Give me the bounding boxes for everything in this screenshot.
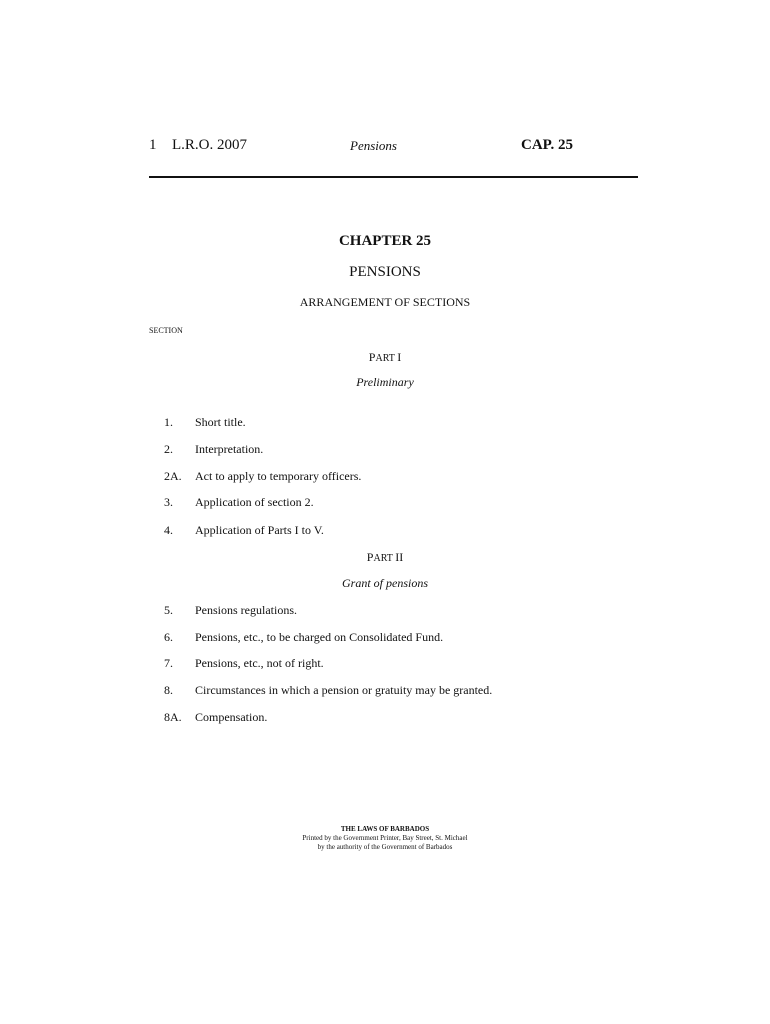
- section-number: 3.: [164, 495, 173, 509]
- section-title: Short title.: [195, 415, 246, 429]
- section-number: 4.: [164, 523, 173, 537]
- section-title: Act to apply to temporary officers.: [195, 469, 362, 483]
- section-title: Pensions, etc., not of right.: [195, 656, 324, 670]
- part-heading: [0, 550, 770, 565]
- section-title: Pensions, etc., to be charged on Consolidated Fund.: [195, 630, 444, 644]
- section-title: Application of section 2.: [195, 495, 314, 509]
- section-number: 7.: [164, 656, 173, 670]
- part-heading: [0, 350, 770, 365]
- header-rule: [149, 176, 638, 178]
- lro-label: L.R.O. 2007: [172, 137, 247, 153]
- footer-authority: by the authority of the Government of Barbados: [317, 843, 453, 851]
- cap-number: CAP. 25: [521, 137, 573, 153]
- section-title: Interpretation.: [195, 442, 264, 456]
- section-label: SECTION: [149, 326, 183, 335]
- section-number: 6.: [164, 630, 173, 644]
- section-title: Pensions regulations.: [195, 603, 297, 617]
- act-title: PENSIONS: [349, 264, 421, 280]
- running-title: Pensions: [350, 138, 397, 153]
- section-number: 1.: [164, 415, 173, 429]
- footer-printer: Printed by the Government Printer, Bay Street, St. Michael: [302, 834, 468, 842]
- section-number: 5.: [164, 603, 173, 617]
- section-number: 2A.: [164, 469, 182, 483]
- part-subheading: Preliminary: [356, 375, 414, 389]
- section-number: 8A.: [164, 710, 182, 724]
- footer-laws-title: THE LAWS OF BARBADOS: [340, 825, 430, 833]
- section-number: 8.: [164, 683, 173, 697]
- section-number: 2.: [164, 442, 173, 456]
- section-title: Compensation.: [195, 710, 268, 724]
- arrangement-heading: ARRANGEMENT OF SECTIONS: [299, 295, 471, 309]
- part-prefix-initial: P: [368, 350, 376, 364]
- page-number: 1: [149, 137, 157, 153]
- section-title: Application of Parts I to V.: [195, 523, 324, 537]
- part-subheading: Grant of pensions: [341, 576, 428, 590]
- part-prefix-rest: ART: [375, 353, 395, 364]
- part-prefix-initial: P: [366, 550, 374, 564]
- part-number: I: [397, 350, 402, 364]
- section-title: Circumstances in which a pension or gratuity may be granted.: [195, 683, 493, 697]
- part-prefix-rest: ART: [373, 553, 393, 564]
- part-number: II: [395, 550, 404, 564]
- chapter-heading: CHAPTER 25: [338, 233, 432, 249]
